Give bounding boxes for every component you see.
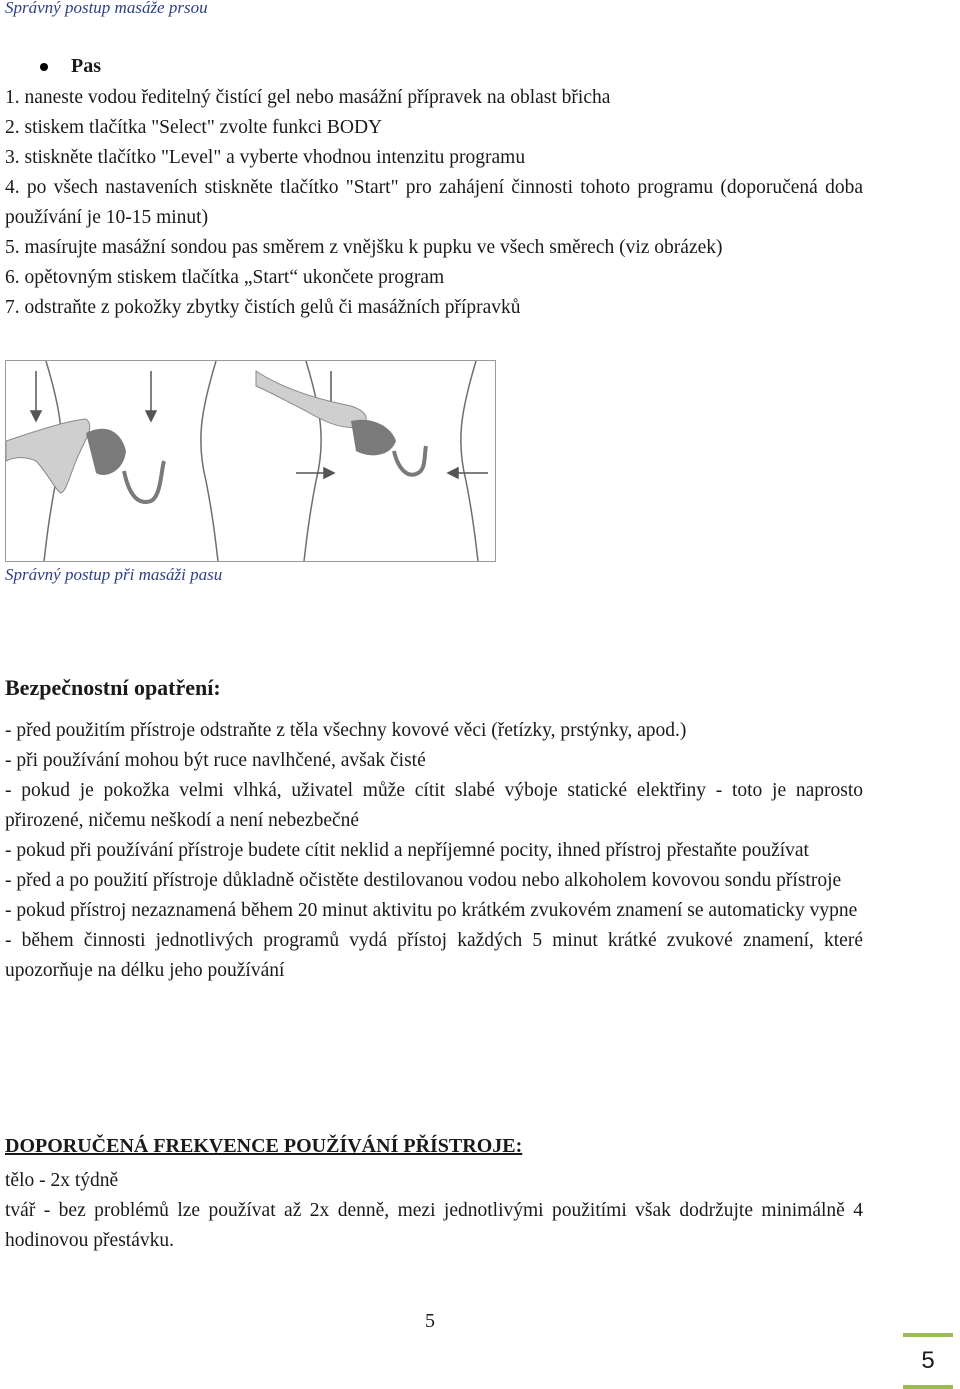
section-title-text: Pas [71, 55, 101, 77]
safety-title: Bezpečnostní opatření: [5, 675, 221, 700]
safety-list [5, 716, 863, 986]
list-item: - před použitím přístroje odstraňte z těla všechny kovové věci (řetízky, prstýnky, apod.) [5, 720, 687, 741]
list-item: tvář - bez problémů lze používat až 2x denně, mezi jednotlivými použitími však dodržujte minimálně 4 hodinovou přestávku. [5, 1200, 863, 1251]
list-item: 5. masírujte masážní sondou pas směrem z vnějšku k pupku ve všech směrech (viz obrázek) [5, 237, 723, 258]
list-item: - pokud přístroj nezaznamená během 20 minut aktivitu po krátkém zvukovém znamení se automaticky vypne [5, 900, 858, 921]
section-title [40, 55, 101, 78]
figure-caption: Správný postup při masáži pasu [5, 565, 223, 584]
list-item: - pokud je pokožka velmi vlhká, uživatel může cítit slabé výboje statické elektřiny - toto je naprosto přirozené, ničemu neškodí a není nebezbečné [5, 780, 863, 831]
page-number-box: 5 [903, 1333, 953, 1389]
list-item: 1. naneste vodou ředitelný čistící gel nebo masážní přípravek na oblast břicha [5, 87, 611, 108]
list-item: - při používání mohou být ruce navlhčené, avšak čisté [5, 750, 426, 771]
waist-massage-illustration [5, 360, 496, 562]
list-item: 7. odstraňte z pokožky zbytky čistích gelů či masážních přípravků [5, 297, 521, 318]
list-item: - pokud při používání přístroje budete cítit neklid a nepříjemné pocity, ihned přístroj přestaňte používat [5, 840, 809, 861]
frequency-list [5, 1166, 863, 1256]
list-item: - před a po použití přístroje důkladně očistěte destilovanou vodou nebo alkoholem kovovou sondu přístroje [5, 870, 842, 891]
list-item: - během činnosti jednotlivých programů vydá přístoj každých 5 minut krátké zvukové znamení, které upozorňuje na délku jeho používání [5, 930, 863, 981]
list-item: tělo - 2x týdně [5, 1170, 119, 1191]
steps-list [5, 83, 863, 323]
header-caption: Správný postup masáže prsou [5, 0, 208, 17]
list-item: 4. po všech nastaveních stiskněte tlačítko "Start" pro zahájení činnosti tohoto programu (doporučená doba používání je 10-15 minut) [5, 177, 863, 228]
list-item: 3. stiskněte tlačítko "Level" a vyberte vhodnou intenzitu programu [5, 147, 526, 168]
list-item: 2. stiskem tlačítka "Select" zvolte funkci BODY [5, 117, 383, 138]
list-item: 6. opětovným stiskem tlačítka „Start“ ukončete program [5, 267, 445, 288]
illustration-svg [6, 361, 495, 561]
page-number: 5 [425, 1310, 435, 1332]
frequency-title: DOPORUČENÁ FREKVENCE POUŽÍVÁNÍ PŘÍSTROJE: [5, 1135, 523, 1157]
